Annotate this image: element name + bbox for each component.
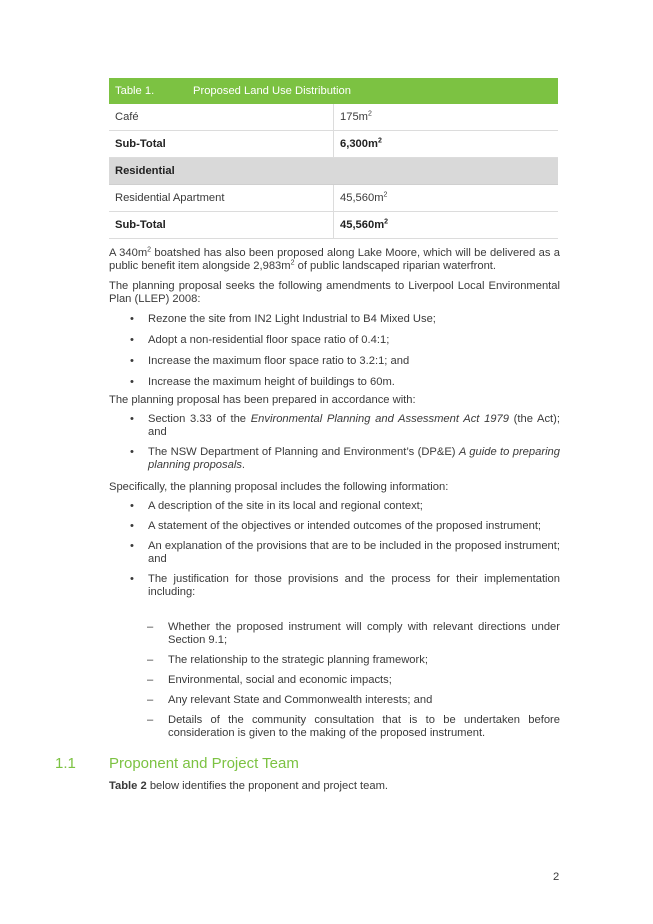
table-cell-label: Sub-Total — [109, 131, 334, 158]
list-item: • The NSW Department of Planning and Environment’s (DP&E) A guide to preparing planning proposals. — [109, 446, 560, 472]
justification-sublist — [109, 621, 560, 747]
table-section-label: Residential — [109, 158, 558, 185]
list-item: • A description of the site in its local and regional context; — [109, 500, 560, 513]
boatshed-paragraph: A $340m^2$ boatshed has also been proposed along Lake Moore, which will be delivered as a public benefit item alongside $2,983m^2$ of public landscaped riparian waterfront. — [109, 246, 560, 272]
list-item: • Rezone the site from IN2 Light Industrial to B4 Mixed Use; — [109, 313, 560, 334]
table-cell-label: Sub-Total — [109, 212, 334, 239]
table-number: Table 1. — [115, 85, 155, 97]
table-cell-value: $45,560m^2$ — [334, 212, 559, 239]
list-item: • Section 3.33 of the Environmental Planning and Assessment Act 1979 (the Act); and — [109, 413, 560, 439]
table-reference-paragraph: Table 2 below identifies the proponent and project team. — [109, 780, 389, 792]
table-cell-label: Residential Apartment — [109, 185, 334, 212]
list-item: • Increase the maximum floor space ratio to 3.2:1; and — [109, 355, 560, 376]
table-cell-value: $6,300m^2$ — [334, 131, 559, 158]
table-cell-value: $45,560m^2$ — [334, 185, 559, 212]
table-section-row — [109, 158, 558, 185]
list-item: – Details of the community consultation that is to be undertaken before consideration is given to the making of the proposed instrument. — [109, 714, 560, 740]
table-cell-value: $175m^2$ — [334, 104, 559, 131]
section-title: Proponent and Project Team — [109, 755, 299, 772]
list-item: • A statement of the objectives or intended outcomes of the proposed instrument; — [109, 520, 560, 533]
section-heading — [55, 755, 299, 772]
list-item: – The relationship to the strategic planning framework; — [109, 654, 560, 667]
information-list — [109, 500, 560, 606]
table-title: Proposed Land Use Distribution — [193, 85, 351, 97]
page-number: 2 — [553, 871, 560, 883]
table-row-subtotal — [109, 131, 558, 158]
amendments-list — [109, 313, 560, 397]
information-intro-paragraph: Specifically, the planning proposal includes the following information: — [109, 481, 449, 493]
table-cell-label: Café — [109, 104, 334, 131]
amendments-intro-paragraph: The planning proposal seeks the following amendments to Liverpool Local Environmental Plan (LLEP) 2008: — [109, 280, 560, 305]
accordance-intro-paragraph: The planning proposal has been prepared in accordance with: — [109, 394, 416, 406]
section-number: 1.1 — [55, 755, 76, 772]
land-use-table — [109, 78, 558, 239]
list-item: • Adopt a non-residential floor space ratio of 0.4:1; — [109, 334, 560, 355]
table-row — [109, 185, 558, 212]
accordance-list — [109, 413, 560, 479]
list-item: – Whether the proposed instrument will comply with relevant directions under Section 9.1; — [109, 621, 560, 647]
list-item: • Increase the maximum height of buildings to 60m. — [109, 376, 560, 397]
table-caption-row — [109, 78, 558, 104]
list-item: – Environmental, social and economic impacts; — [109, 674, 560, 687]
table-row-subtotal — [109, 212, 558, 239]
list-item: – Any relevant State and Commonwealth interests; and — [109, 694, 560, 707]
table-row — [109, 104, 558, 131]
list-item: • An explanation of the provisions that are to be included in the proposed instrument; and — [109, 540, 560, 566]
list-item: • The justification for those provisions and the process for their implementation including: — [109, 573, 560, 599]
